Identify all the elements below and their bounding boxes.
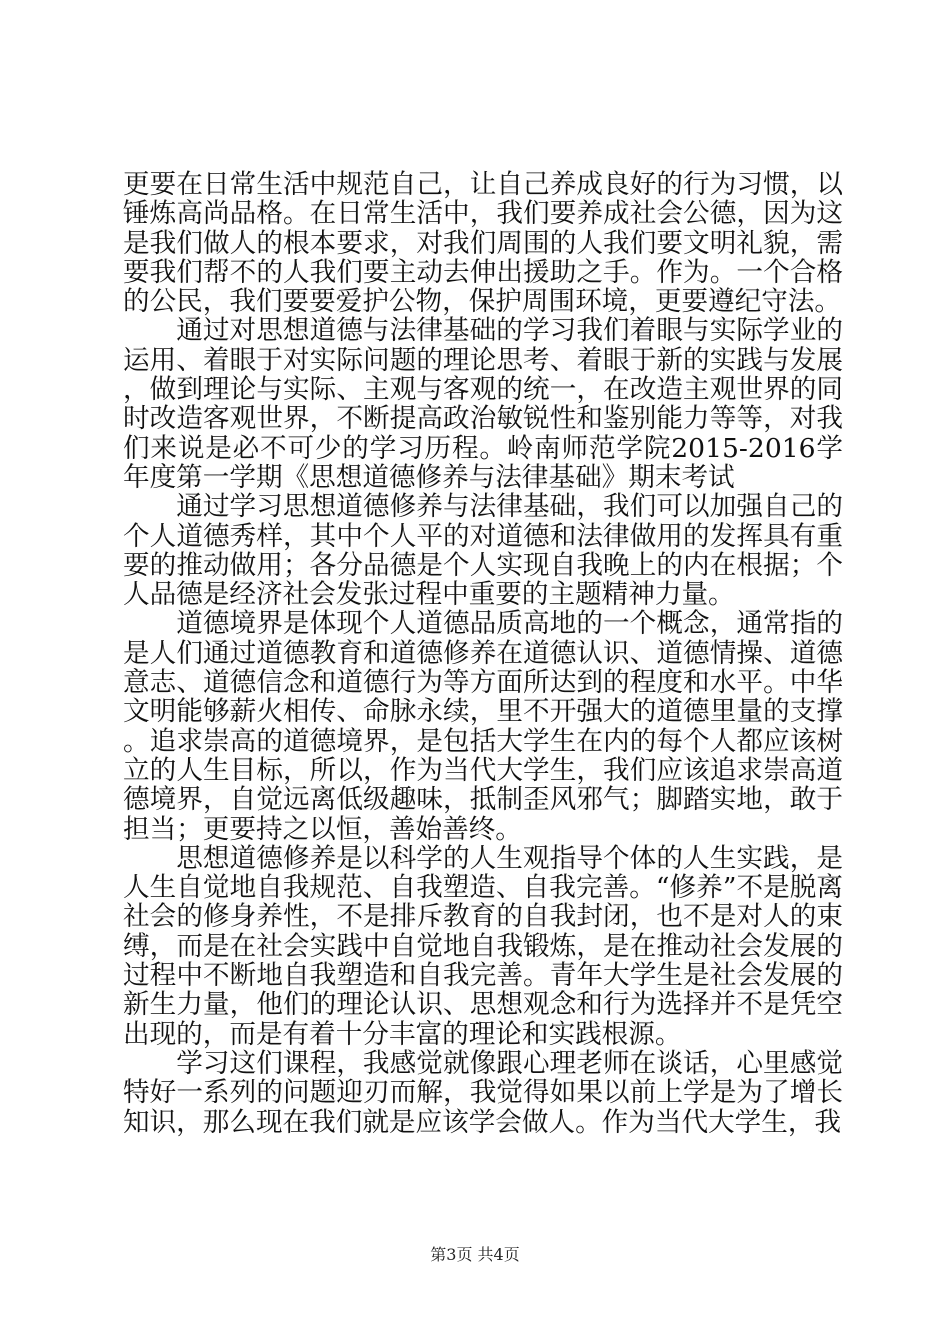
paragraph-4: 道德境界是体现个人道德品质高地的一个概念，通常指的是人们通过道德教育和道德修养在道德认识、道德情操、道德意志、道德信念和道德行为等方面所达到的程度和水平。中华文明能够薪火相传、命脉永续，里不开强大的道德里量的支撑。追求崇高的道德境界，是包括大学生在内的每个人都应该树立的人生目标，所以，作为当代大学生，我们应该追求崇高道德境界，自觉远离低级趣味，抵制歪风邪气；脚踏实地，敢于担当；更要持之以恒，善始善终。 <box>123 608 843 845</box>
paragraph-3: 通过学习思想道德修养与法律基础，我们可以加强自己的个人道德秀样，其中个人平的对道德和法律做用的发挥具有重要的推动做用；各分品德是个人实现自我晚上的内在根据；个人品德是经济社会发张过程中重要的主题精神力量。 <box>123 491 843 611</box>
paragraph-5: 思想道德修养是以科学的人生观指导个体的人生实践，是人生自觉地自我规范、自我塑造、自我完善。“修养”不是脱离社会的修身养性，不是排斥教育的自我封闭，也不是对人的束缚，而是在社会实践中自觉地自我锻炼，是在推动社会发展的过程中不断地自我塑造和自我完善。青年大学生是社会发展的新生力量，他们的理论认识、思想观念和行为选择并不是凭空出现的，而是有着十分丰富的理论和实践根源。 <box>123 842 843 1050</box>
paragraph-1: 更要在日常生活中规范自己，让自己养成良好的行为习惯，以锤炼高尚品格。在日常生活中，我们要养成社会公德，因为这是我们做人的根本要求，对我们周围的人我们要文明礼貌，需要我们帮不的人我们要主动去伸出援助之手。作为。一个合格的公民，我们要要爱护公物，保护周围环境，更要遵纪守法。 <box>123 169 843 318</box>
paragraph-6: 学习这们课程，我感觉就像跟心理老师在谈话，心里感觉特好一系列的问题迎刃而解，我觉得如果以前上学是为了增长知识，那么现在我们就是应该学会做人。作为当代大学生，我 <box>123 1047 843 1138</box>
document-body <box>123 170 843 1137</box>
page-number-footer: 第3页 共4页 <box>430 1245 520 1264</box>
paragraph-2: 通过对思想道德与法律基础的学习我们着眼与实际学业的运用、着眼于对实际问题的理论思考、着眼于新的实践与发展，做到理论与实际、主观与客观的统一，在改造主观世界的同时改造客观世界，不断提高政治敏锐性和鉴别能力等等，对我们来说是必不可少的学习历程。岭南师范学院2015-2016学年度第一学期《思想道德修养与法律基础》期末考试 <box>123 315 843 493</box>
